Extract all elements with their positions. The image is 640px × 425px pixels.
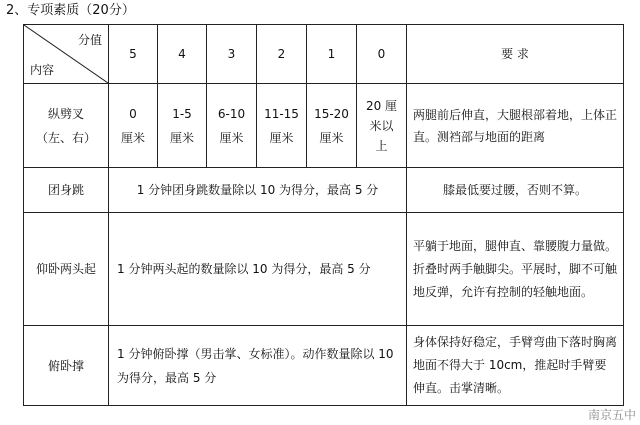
watermark: 南京五中 <box>587 408 636 422</box>
split-value-1-unit: 厘米 <box>319 130 344 145</box>
split-value-4 <box>158 84 207 168</box>
split-value-0 <box>357 84 407 168</box>
situp-content: 1 分钟两头起的数量除以 10 为得分，最高 5 分 <box>109 213 407 326</box>
split-value-5-num: 0 <box>129 106 137 121</box>
requirement-header: 要 求 <box>407 25 624 84</box>
jump-requirement: 膝最低要过腰，否则不算。 <box>407 168 624 213</box>
split-value-4-unit: 厘米 <box>169 130 194 145</box>
split-requirement: 两腿前后伸直，大腿根部着地，上体正直。测裆部与地面的距离 <box>407 84 624 168</box>
situp-row <box>24 213 624 326</box>
pushup-requirement: 身体保持好稳定，手臂弯曲下落时胸离地面不得大于 10cm，推起时手臂要伸直。击掌清晰。 <box>407 326 624 406</box>
jump-content: 1 分钟团身跳数量除以 10 为得分，最高 5 分 <box>109 168 407 213</box>
split-side: （左、右） <box>35 130 96 145</box>
split-value-3-unit: 厘米 <box>219 130 244 145</box>
split-value-3-num: 6-10 <box>217 106 246 121</box>
split-name-cell <box>24 84 109 168</box>
split-value-0-line3: 上 <box>375 138 388 153</box>
split-value-4-num: 1-5 <box>172 106 192 121</box>
jump-row <box>24 168 624 213</box>
split-value-5 <box>109 84 158 168</box>
split-value-2-num: 11-15 <box>264 106 299 121</box>
split-name: 纵劈叉 <box>47 106 84 121</box>
score-table <box>23 24 624 406</box>
content-header-label: 内容 <box>30 63 55 77</box>
situp-requirement: 平躺于地面，腿伸直、靠腰腹力量做。折叠时两手触脚尖。平展时，脚不可触地反弹，允许有控制的轻触地面。 <box>407 213 624 326</box>
score-header-3: 3 <box>207 25 257 84</box>
score-header-label: 分值 <box>77 33 102 47</box>
split-value-0-line1: 20 厘 <box>365 98 398 113</box>
diagonal-header-cell <box>24 25 109 84</box>
split-value-2-unit: 厘米 <box>269 130 294 145</box>
split-value-1-num: 15-20 <box>314 106 349 121</box>
situp-name: 仰卧两头起 <box>24 213 109 326</box>
split-value-1 <box>307 84 357 168</box>
score-header-2: 2 <box>257 25 307 84</box>
split-value-5-unit: 厘米 <box>120 130 145 145</box>
score-header-0: 0 <box>357 25 407 84</box>
section-title: 2、专项素质（20分） <box>6 3 135 18</box>
score-header-5: 5 <box>109 25 158 84</box>
score-header-1: 1 <box>307 25 357 84</box>
score-header-4: 4 <box>158 25 207 84</box>
header-row <box>24 25 624 84</box>
split-value-0-line2: 米以 <box>369 118 394 133</box>
split-row <box>24 84 624 168</box>
split-value-3 <box>207 84 257 168</box>
pushup-name: 俯卧撑 <box>24 326 109 406</box>
split-value-2 <box>257 84 307 168</box>
pushup-content: 1 分钟俯卧撑（男击掌、女标准）。动作数量除以 10 为得分，最高 5 分 <box>109 326 407 406</box>
jump-name: 团身跳 <box>24 168 109 213</box>
pushup-row <box>24 326 624 406</box>
